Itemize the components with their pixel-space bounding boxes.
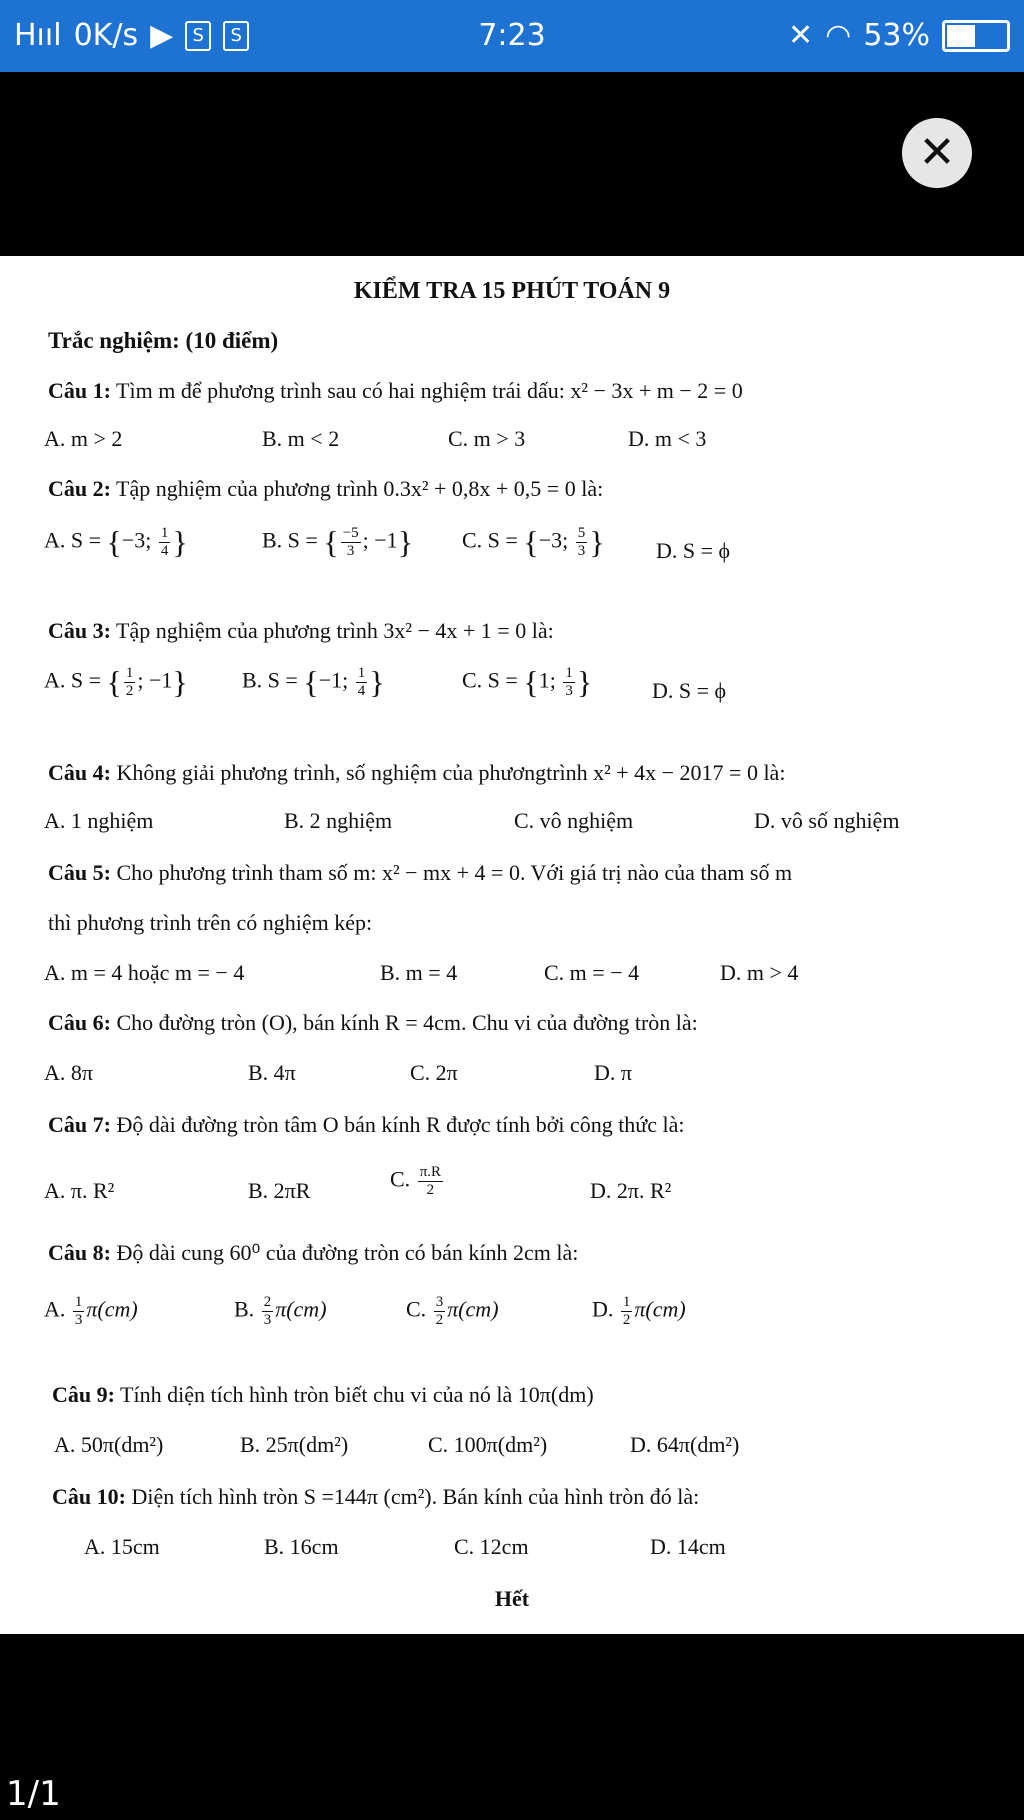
option: C. $\frac{3}{2}$ π(cm) <box>406 1294 499 1328</box>
option: A. 50π(dm²) <box>54 1432 164 1457</box>
option: B. 2 nghiệm <box>284 808 393 833</box>
network-speed: 0K/s <box>73 18 139 53</box>
close-button[interactable] <box>902 118 972 188</box>
question-2: Câu 2: Tập nghiệm của phương trình 0.3x² + 0,8x + 0,5 = 0 là: <box>48 476 604 501</box>
question-7: Câu 7: Độ dài đường tròn tâm O bán kính R được tính bởi công thức là: <box>48 1112 685 1137</box>
option: B. 25π(dm²) <box>240 1432 349 1457</box>
option: A. S = {−3; $\frac{1}{4}$ } <box>44 524 188 560</box>
wifi-icon: ◠ <box>825 18 852 53</box>
option: A. $\frac{1}{3}$ π(cm) <box>44 1294 138 1328</box>
option: C. S = {−3; $\frac{5}{3}$ } <box>462 524 605 560</box>
question-5-cont: thì phương trình trên có nghiệm kép: <box>48 910 373 935</box>
signal-icon: Hııl <box>14 18 62 53</box>
close-icon: ✕ <box>918 127 956 178</box>
question-4: Câu 4: Không giải phương trình, số nghiệm của phươngtrình x² + 4x − 2017 = 0 là: <box>48 760 786 785</box>
question-5: Câu 5: Cho phương trình tham số m: x² − mx + 4 = 0. Với giá trị nào của tham số m <box>48 860 793 885</box>
question-1: Câu 1: Tìm m để phương trình sau có hai nghiệm trái dấu: x² − 3x + m − 2 = 0 <box>48 378 743 403</box>
option: C. 100π(dm²) <box>428 1432 548 1457</box>
app-s-icon-2: S <box>223 21 249 51</box>
option: B. m = 4 <box>380 960 458 985</box>
option: D. π <box>594 1060 632 1085</box>
option: C. m = − 4 <box>544 960 640 985</box>
option: A. S = { $\frac{1}{2}$ ; −1} <box>44 664 188 700</box>
document-page <box>0 256 1024 1634</box>
option: A. 15cm <box>84 1534 160 1559</box>
option: C. $\frac{\pi.R}{2}$ <box>390 1164 442 1198</box>
app-s-icon: S <box>185 21 211 51</box>
mute-icon: ✕ <box>787 18 814 53</box>
option: A. m = 4 hoặc m = − 4 <box>44 960 245 985</box>
option: D. S = ϕ <box>656 538 731 563</box>
option: B. 16cm <box>264 1534 339 1559</box>
option: B. $\frac{2}{3}$ π(cm) <box>234 1294 327 1328</box>
option: C. vô nghiệm <box>514 808 634 833</box>
question-8: Câu 8: Độ dài cung 60⁰ của đường tròn có bán kính 2cm là: <box>48 1240 579 1265</box>
option: A. 1 nghiệm <box>44 808 154 833</box>
section-heading: Trắc nghiệm: (10 điểm) <box>48 328 279 353</box>
option: D. m > 4 <box>720 960 799 985</box>
end-marker: Hết <box>494 1586 530 1611</box>
option: B. S = {−1; $\frac{1}{4}$ } <box>242 664 385 700</box>
option: A. 8π <box>44 1060 93 1085</box>
option: D. m < 3 <box>628 426 707 451</box>
option: D. 14cm <box>650 1534 726 1559</box>
option: D. 64π(dm²) <box>630 1432 740 1457</box>
option: A. π. R² <box>44 1178 115 1203</box>
option: D. vô số nghiệm <box>754 808 900 833</box>
option: C. S = {1; $\frac{1}{3}$ } <box>462 664 593 700</box>
option: C. 12cm <box>454 1534 529 1559</box>
option: B. S = { $\frac{-5}{3}$ ; −1} <box>262 524 414 560</box>
battery-icon <box>942 20 1010 52</box>
doc-title: KIỂM TRA 15 PHÚT TOÁN 9 <box>353 278 671 304</box>
question-9: Câu 9: Tính diện tích hình tròn biết chu vi của nó là 10π(dm) <box>52 1382 594 1407</box>
battery-percent: 53% <box>863 18 930 53</box>
question-10: Câu 10: Diện tích hình tròn S =144π (cm²). Bán kính của hình tròn đó là: <box>52 1484 700 1509</box>
option: B. m < 2 <box>262 426 340 451</box>
status-bar <box>0 0 1024 72</box>
option: A. m > 2 <box>44 426 123 451</box>
page-indicator: 1/1 <box>6 1774 61 1814</box>
status-time: 7:23 <box>478 18 546 53</box>
play-icon: ▶ <box>150 18 174 53</box>
option: D. 2π. R² <box>590 1178 672 1203</box>
option: B. 4π <box>248 1060 296 1085</box>
option: B. 2πR <box>248 1178 311 1203</box>
option: D. S = ϕ <box>652 678 727 703</box>
question-6: Câu 6: Cho đường tròn (O), bán kính R = 4cm. Chu vi của đường tròn là: <box>48 1010 698 1035</box>
question-3: Câu 3: Tập nghiệm của phương trình 3x² − 4x + 1 = 0 là: <box>48 618 554 643</box>
option: C. m > 3 <box>448 426 526 451</box>
option: D. $\frac{1}{2}$ π(cm) <box>592 1294 686 1328</box>
option: C. 2π <box>410 1060 458 1085</box>
